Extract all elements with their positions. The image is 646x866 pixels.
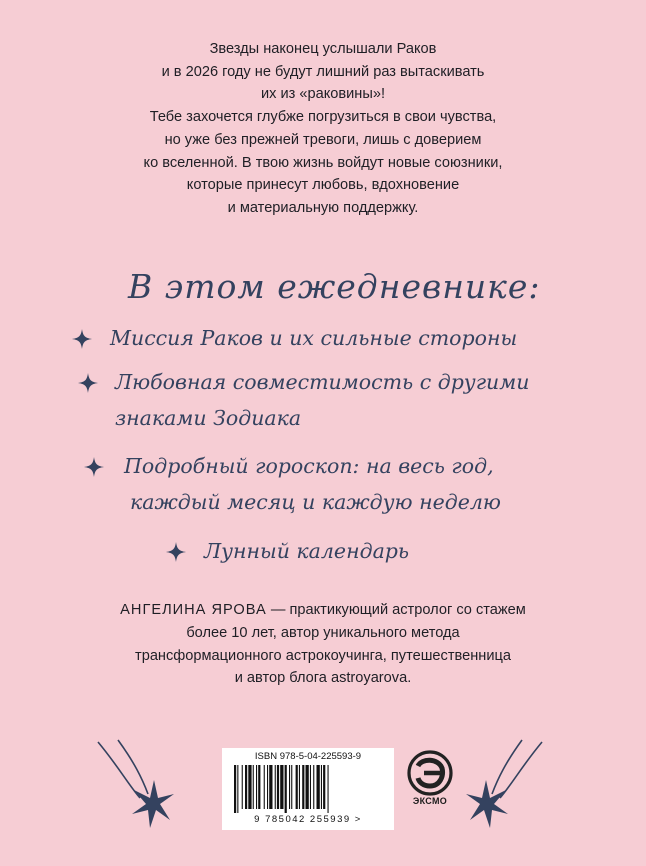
barcode bbox=[222, 748, 394, 830]
barcode-bar bbox=[285, 765, 287, 813]
feature-item bbox=[204, 533, 409, 569]
feature-line: Миссия Раков и их сильные стороны bbox=[110, 326, 518, 350]
intro-line: и материальную поддержку. bbox=[227, 199, 419, 216]
barcode-bar bbox=[264, 765, 265, 809]
barcode-bar bbox=[302, 765, 304, 809]
barcode-bar bbox=[280, 765, 283, 809]
barcode-bar bbox=[275, 765, 276, 809]
author-line bbox=[60, 599, 586, 622]
comet-star-icon bbox=[452, 736, 552, 836]
barcode-bars bbox=[232, 765, 384, 813]
intro-line: Звезды наконец услышали Раков bbox=[209, 41, 437, 57]
barcode-bar bbox=[267, 765, 268, 809]
publisher-logo bbox=[406, 750, 454, 820]
barcode-bar bbox=[310, 765, 311, 809]
comet-star-icon bbox=[88, 736, 188, 836]
feature-item bbox=[110, 320, 517, 356]
intro-line: Тебе захочется глубже погрузиться в свои чувства, bbox=[149, 109, 497, 126]
author-bio bbox=[60, 599, 586, 690]
barcode-bar bbox=[317, 765, 320, 809]
barcode-bar bbox=[258, 765, 260, 809]
barcode-bar bbox=[256, 765, 257, 809]
barcode-bar bbox=[245, 765, 247, 809]
author-line: и автор блога astroyarova. bbox=[234, 670, 412, 687]
author-bio-text: — практикующий астролог со стажем bbox=[266, 602, 526, 618]
barcode-bar bbox=[323, 765, 325, 809]
sparkle-star-icon bbox=[166, 542, 186, 562]
barcode-bar bbox=[277, 765, 279, 809]
feature-item bbox=[115, 364, 529, 436]
barcode-bar bbox=[234, 765, 236, 813]
barcode-bar bbox=[313, 765, 314, 809]
author-line: более 10 лет, автор уникального метода bbox=[186, 624, 460, 641]
barcode-bar bbox=[242, 765, 243, 809]
barcode-digits: 9 785042 255939 > bbox=[254, 814, 362, 825]
section-heading: В этом ежедневнике: bbox=[128, 267, 541, 306]
barcode-bar bbox=[321, 765, 322, 809]
feature-line: каждый месяц и каждую неделю bbox=[130, 490, 501, 514]
barcode-bar bbox=[299, 765, 300, 809]
publisher-name: ЭКСМО bbox=[412, 796, 448, 806]
barcode-bar bbox=[296, 765, 298, 809]
sparkle-star-icon bbox=[84, 457, 104, 477]
feature-item bbox=[124, 448, 501, 520]
intro-line: которые принесут любовь, вдохновение bbox=[186, 177, 460, 194]
intro-line: их из «раковины»! bbox=[260, 86, 386, 103]
author-line: трансформационного астрокоучинга, путешественница bbox=[135, 647, 511, 664]
barcode-bar bbox=[237, 765, 238, 813]
feature-line: Лунный календарь bbox=[204, 539, 410, 563]
sparkle-star-icon bbox=[72, 329, 92, 349]
barcode-bar bbox=[269, 765, 272, 809]
intro-line: ко вселенной. В твою жизнь войдут новые союзники, bbox=[143, 154, 503, 171]
isbn-text: ISBN 978-5-04-225593-9 bbox=[254, 751, 362, 762]
barcode-bar bbox=[253, 765, 254, 809]
barcode-bar bbox=[306, 765, 309, 809]
feature-line: Любовная совместимость с другими bbox=[115, 370, 530, 394]
intro-line: и в 2026 году не будут лишний раз вытаскивать bbox=[161, 63, 485, 80]
intro-line: но уже без прежней тревоги, лишь с доверием bbox=[164, 131, 482, 148]
barcode-bar bbox=[291, 765, 292, 809]
feature-line: знаками Зодиака bbox=[115, 406, 302, 430]
intro-paragraph bbox=[60, 38, 586, 220]
barcode-bar bbox=[248, 765, 251, 809]
feature-line: Подробный гороскоп: на весь год, bbox=[124, 454, 494, 478]
eksmo-logo-icon bbox=[406, 750, 454, 796]
sparkle-star-icon bbox=[78, 373, 98, 393]
author-name: АНГЕЛИНА ЯРОВА bbox=[120, 602, 267, 618]
barcode-bar bbox=[289, 765, 290, 809]
barcode-bar bbox=[328, 765, 329, 813]
